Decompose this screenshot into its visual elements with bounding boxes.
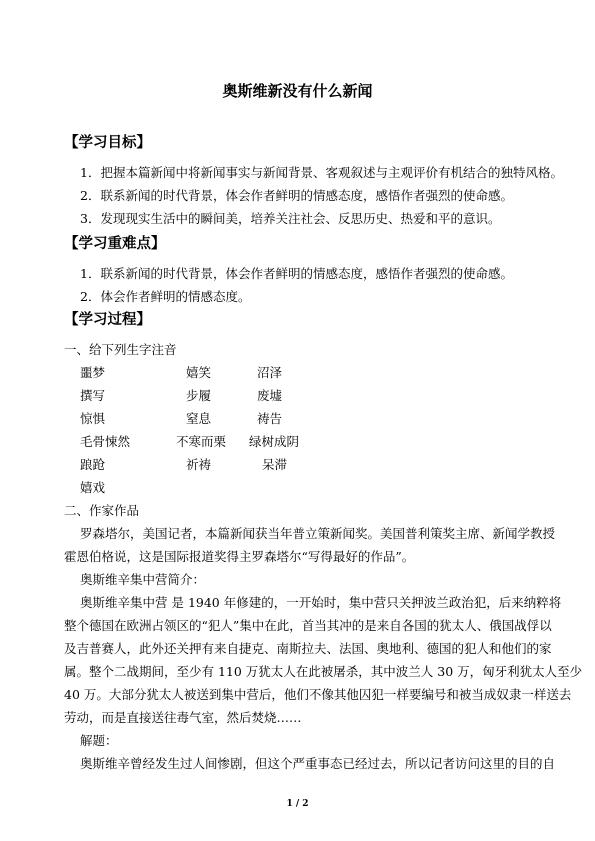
- body-line: 奥斯维辛集中营简介：: [80, 572, 206, 587]
- body-line: 整个德国在欧洲占领区的“犯人”集中在此，首当其冲的是来自各国的犹太人、俄国战俘以: [64, 618, 552, 633]
- goal-item: 3．发现现实生活中的瞬间美，培养关注社会、反思历史、热爱和平的意识。: [80, 211, 501, 226]
- vocab-word: 不寒而栗: [176, 434, 227, 449]
- key-point-item: 1．联系新闻的时代背景，体会作者鲜明的情感态度，感悟作者强烈的使命感。: [80, 266, 513, 281]
- vocab-word: 踉跄: [80, 457, 106, 472]
- vocab-word: 嬉戏: [80, 480, 106, 495]
- part2-heading: 二、作家作品: [64, 503, 140, 518]
- vocab-word: 废墟: [257, 388, 283, 403]
- key-point-item: 2．体会作者鲜明的情感态度。: [80, 289, 251, 304]
- body-line: 及吉普赛人，此外还关押有来自捷克、南斯拉夫、法国、奥地利、德国的犯人和他们的家: [64, 641, 552, 656]
- section-heading-key-points: 【学习重难点】: [64, 236, 166, 252]
- vocab-word: 步履: [186, 388, 212, 403]
- body-line: 40 万。大部分犹太人被送到集中营后，他们不像其他囚犯一样要编号和被当成奴隶一样送去: [64, 687, 572, 702]
- body-line: 奥斯维辛曾经发生过人间惨剧，但这个严重事态已经过去，所以记者访问这里的目的自: [80, 756, 556, 771]
- part1-heading: 一、给下列生字注音: [64, 342, 177, 357]
- body-line: 劳动，而是直接送往毒气室，然后焚烧……: [64, 710, 302, 725]
- page-title: 奥斯维新没有什么新闻: [222, 82, 373, 100]
- vocab-word: 嬉笑: [186, 365, 212, 380]
- vocab-word: 沼泽: [257, 365, 283, 380]
- body-line: 解题：: [80, 733, 118, 748]
- goal-item: 2．联系新闻的时代背景，体会作者鲜明的情感态度，感悟作者强烈的使命感。: [80, 188, 513, 203]
- section-heading-process: 【学习过程】: [64, 312, 151, 328]
- vocab-word: 祷告: [257, 411, 283, 426]
- body-line: 罗森塔尔，美国记者，本篇新闻获当年普立策新闻奖。美国普利策奖主席、新闻学教授: [80, 526, 556, 541]
- vocab-word: 祈祷: [186, 457, 212, 472]
- vocab-word: 惊惧: [80, 411, 106, 426]
- vocab-word: 噩梦: [80, 365, 106, 380]
- body-line: 霍恩伯格说，这是国际报道奖得主罗森塔尔“写得最好的作品”。: [64, 549, 415, 564]
- vocab-word: 绿树成阴: [249, 434, 300, 449]
- page-number: 1 / 2: [286, 799, 309, 809]
- body-line: 属。整个二战期间，至少有 110 万犹太人在此被屠杀，其中波兰人 30 万，匈牙利犹太人至少: [64, 664, 583, 679]
- vocab-word: 窒息: [186, 411, 212, 426]
- goal-item: 1．把握本篇新闻中将新闻事实与新闻背景、客观叙述与主观评价有机结合的独特风格。: [80, 165, 563, 180]
- body-line: 奥斯维辛集中营 是 1940 年修建的，一开始时，集中营只关押波兰政治犯，后来纳粹将: [80, 595, 562, 610]
- vocab-word: 呆滞: [262, 457, 288, 472]
- vocab-word: 撰写: [80, 388, 106, 403]
- vocab-word: 毛骨悚然: [80, 434, 131, 449]
- section-heading-goals: 【学习目标】: [64, 135, 151, 151]
